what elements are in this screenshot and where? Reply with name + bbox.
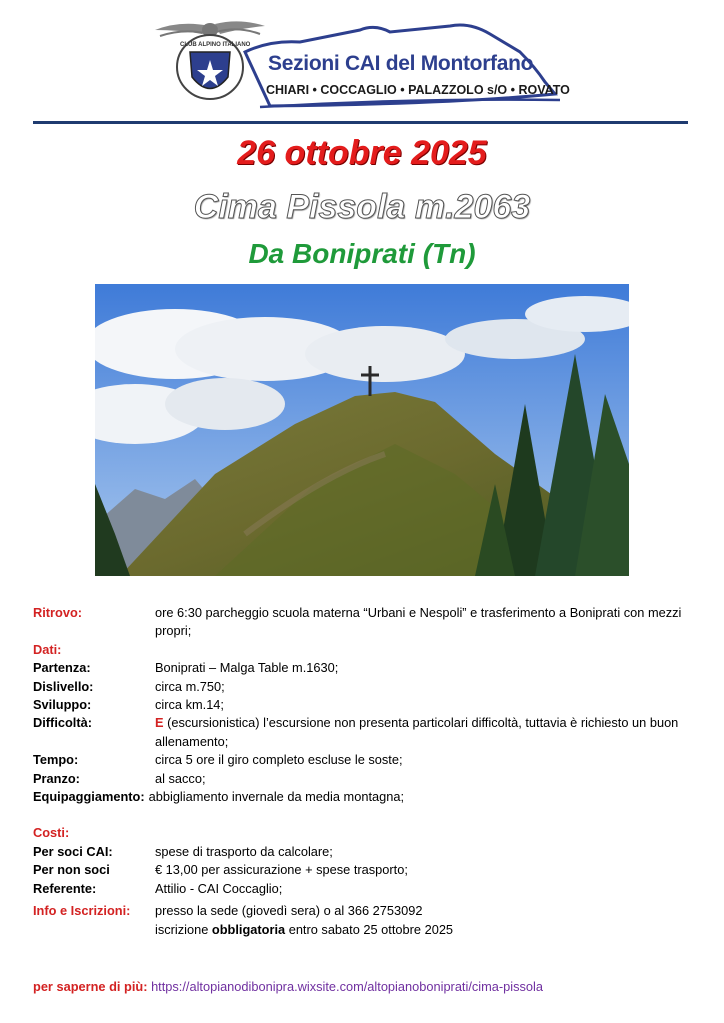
dislivello-row (33, 678, 693, 696)
badge-text: CLUB ALPINO ITALIANO (180, 42, 251, 48)
tempo-value: circa 5 ore il giro completo escluse le soste; (155, 752, 403, 768)
pranzo-value: al sacco; (155, 770, 206, 786)
sviluppo-label: Sviluppo: (33, 697, 92, 713)
referente-value: Attilio - CAI Coccaglio; (155, 880, 283, 896)
difficolta-grade: E (155, 715, 164, 731)
difficolta-label: Difficoltà: (33, 715, 93, 731)
difficolta-value (155, 714, 693, 751)
event-date: 26 ottobre 2025 (237, 134, 487, 172)
referente-label: Referente: (33, 880, 97, 896)
info-line2-post: entro sabato 25 ottobre 2025 (285, 921, 454, 937)
tempo-label: Tempo: (33, 752, 79, 768)
mountain-photo (95, 284, 629, 576)
nonsoci-value: € 13,00 per assicurazione + spese trasporto; (155, 862, 408, 878)
event-details (33, 604, 693, 939)
more-label: per saperne di più: (33, 979, 148, 994)
more-info (33, 979, 543, 994)
header-divider (33, 121, 688, 124)
difficolta-row (33, 714, 693, 751)
partenza-label: Partenza: (33, 660, 91, 676)
equip-value: abbigliamento invernale da media montagna; (148, 789, 405, 805)
dati-heading: Dati: (33, 641, 62, 657)
soci-row (33, 843, 693, 861)
pranzo-label: Pranzo: (33, 770, 80, 786)
info-row (33, 902, 693, 939)
org-title: Sezioni CAI del Montorfano (268, 52, 534, 75)
mountain-photo-image (95, 284, 629, 576)
event-peak: Cima Pissola m.2063 (193, 188, 531, 226)
more-link[interactable]: https://altopianodibonipra.wixsite.com/altopianoboniprati/cima-pissola (151, 979, 544, 994)
spacer (33, 806, 693, 824)
ritrovo-label: Ritrovo: (33, 605, 83, 620)
ritrovo-value: ore 6:30 parcheggio scuola materna “Urbani e Nespoli” e trasferimento a Boniprati con mezzi propri; (155, 605, 682, 639)
tempo-row (33, 751, 693, 769)
nonsoci-label: Per non soci (33, 862, 110, 878)
sviluppo-value: circa km.14; (155, 697, 224, 713)
event-origin: Da Boniprati (Tn) (248, 238, 476, 269)
info-line1: presso la sede (giovedì sera) o al 366 2753092 (155, 903, 423, 919)
info-label: Info e Iscrizioni: (33, 903, 131, 919)
soci-value: spese di trasporto da calcolare; (155, 843, 333, 859)
referente-row (33, 880, 693, 898)
info-line2-bold: obbligatoria (211, 921, 286, 937)
equip-label: Equipaggiamento: (33, 789, 145, 805)
dislivello-value: circa m.750; (155, 678, 225, 694)
soci-label: Per soci CAI: (33, 843, 113, 859)
partenza-value: Boniprati – Malga Table m.1630; (155, 660, 339, 676)
info-line2-pre: iscrizione (155, 921, 212, 937)
ritrovo-row (33, 604, 693, 641)
org-subtitle: CHIARI • COCCAGLIO • PALAZZOLO s/O • ROVATO (266, 83, 570, 97)
dislivello-label: Dislivello: (33, 678, 94, 694)
header-logo (150, 12, 570, 112)
difficolta-text: (escursionistica) l’escursione non presenta particolari difficoltà, tuttavia è richiesto un buon allenamento; (155, 715, 679, 749)
sviluppo-row (33, 696, 693, 714)
costi-heading: Costi: (33, 825, 70, 841)
nonsoci-row (33, 861, 693, 879)
partenza-row (33, 659, 693, 677)
info-value (155, 902, 693, 939)
equip-row (33, 788, 693, 806)
pranzo-row (33, 770, 693, 788)
